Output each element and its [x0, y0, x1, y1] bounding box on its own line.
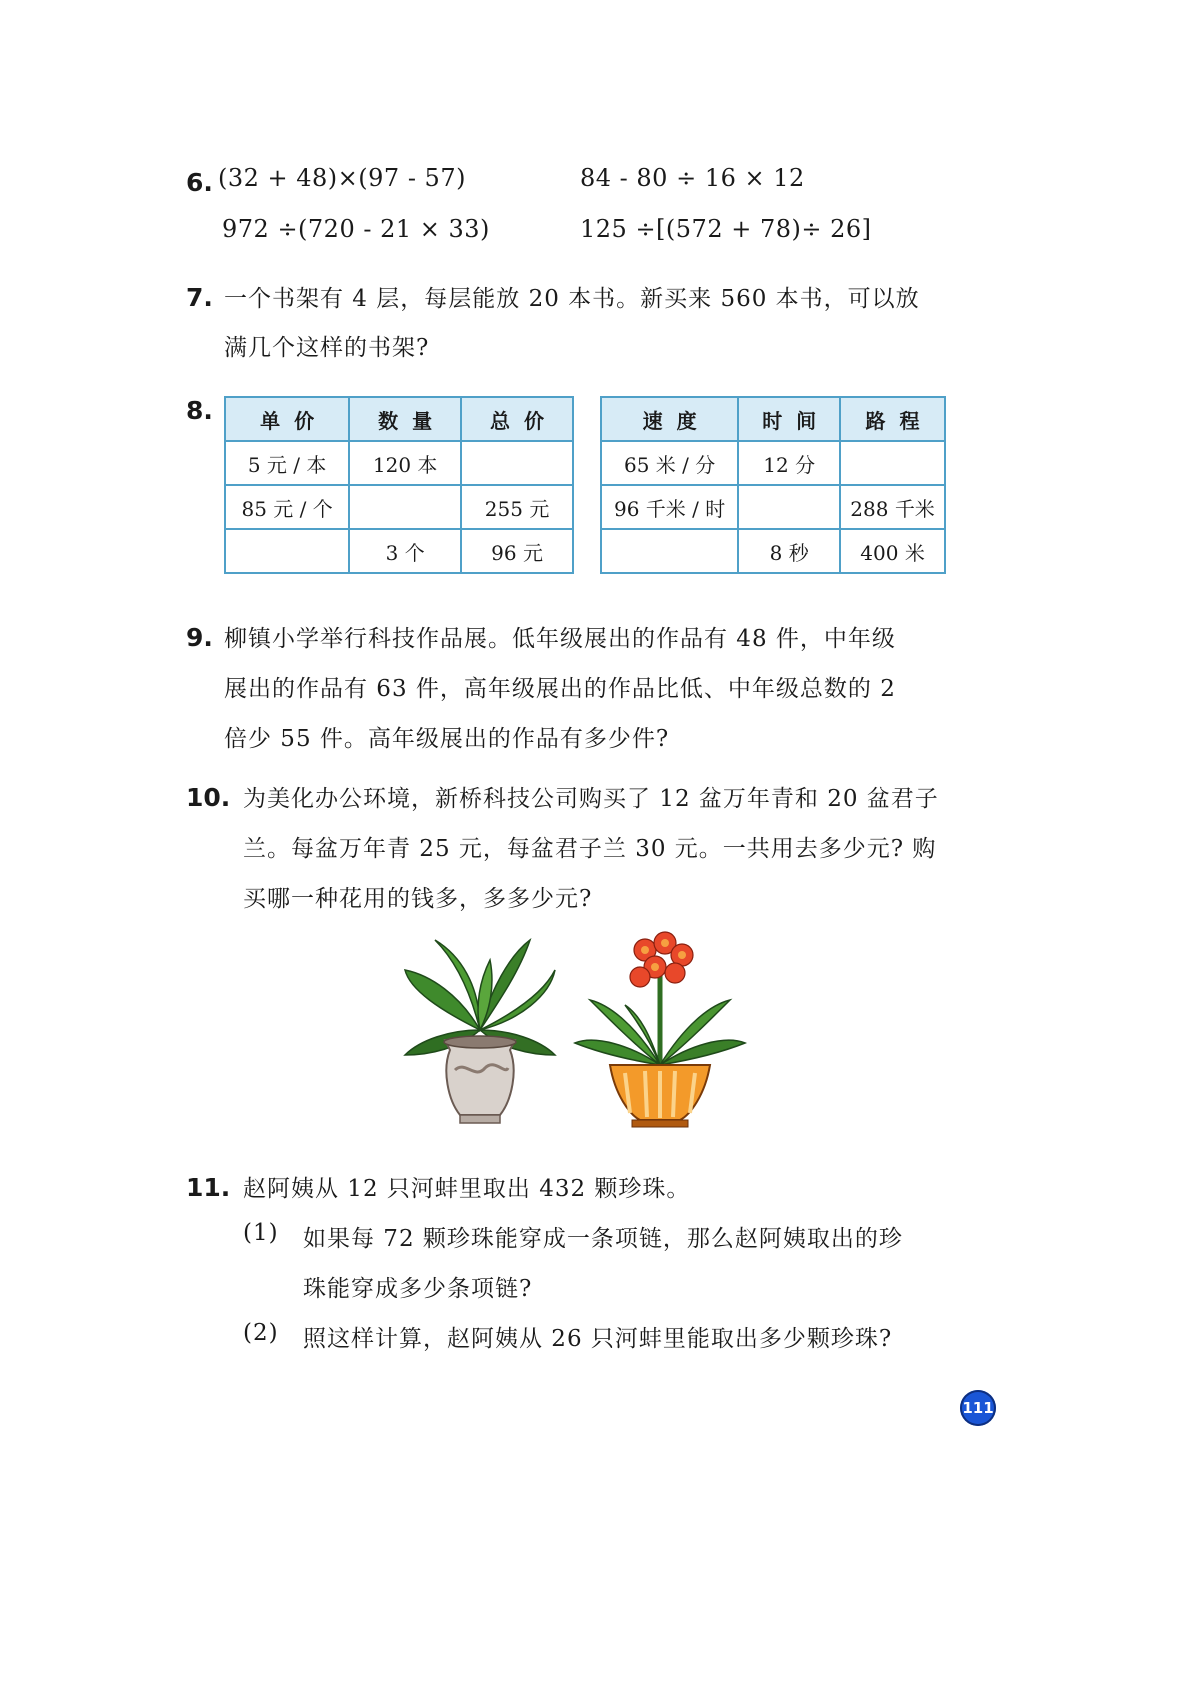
- header-time: 时间: [738, 397, 840, 441]
- expression-3: 972 ÷(720 - 21 × 33): [222, 215, 490, 243]
- table-cell: 400 米: [840, 529, 945, 573]
- page-number-badge: 111: [960, 1390, 996, 1426]
- table-cell: [601, 529, 738, 573]
- q11-sub1-line-1: 如果每 72 颗珍珠能穿成一条项链，那么赵阿姨取出的珍: [303, 1226, 903, 1252]
- header-unit-price: 单价: [225, 397, 349, 441]
- expression-1: (32 + 48)×(97 - 57): [218, 164, 466, 192]
- header-distance: 路程: [840, 397, 945, 441]
- table-cell: 85 元 / 个: [225, 485, 349, 529]
- price-quantity-table: [224, 396, 574, 574]
- evergreen-plant-icon: [400, 930, 560, 1130]
- table-cell: 288 千米: [840, 485, 945, 529]
- q7-line-1: 一个书架有 4 层，每层能放 20 本书。新买来 560 本书，可以放: [224, 286, 920, 312]
- table-cell: 5 元 / 本: [225, 441, 349, 485]
- table-header-row: [225, 397, 573, 441]
- q11-sub1-label: (1): [243, 1220, 279, 1246]
- table-cell: 96 元: [461, 529, 573, 573]
- table-row: [225, 485, 573, 529]
- table-cell: [225, 529, 349, 573]
- q10-line-2: 兰。每盆万年青 25 元，每盆君子兰 30 元。一共用去多少元? 购: [243, 836, 937, 862]
- header-total-price: 总价: [461, 397, 573, 441]
- question-number-8: 8.: [186, 396, 213, 425]
- question-number-11: 11.: [186, 1173, 231, 1202]
- table-cell: 120 本: [349, 441, 461, 485]
- question-number-7: 7.: [186, 283, 213, 312]
- table-cell: [349, 485, 461, 529]
- table-row: [225, 529, 573, 573]
- clivia-flower-icon: [570, 925, 750, 1135]
- question-number-10: 10.: [186, 783, 231, 812]
- q9-line-1: 柳镇小学举行科技作品展。低年级展出的作品有 48 件，中年级: [224, 626, 896, 652]
- table-cell: [738, 485, 840, 529]
- header-quantity: 数量: [349, 397, 461, 441]
- table-cell: 8 秒: [738, 529, 840, 573]
- q11-sub1-line-2: 珠能穿成多少条项链?: [303, 1276, 533, 1302]
- expression-4: 125 ÷[(572 + 78)÷ 26]: [580, 215, 872, 243]
- table-cell: 65 米 / 分: [601, 441, 738, 485]
- q11-sub2-line: 照这样计算，赵阿姨从 26 只河蚌里能取出多少颗珍珠?: [303, 1326, 893, 1352]
- question-number-9: 9.: [186, 623, 213, 652]
- table-header-row: [601, 397, 945, 441]
- table-cell: 96 千米 / 时: [601, 485, 738, 529]
- q11-sub2-label: (2): [243, 1320, 279, 1346]
- header-speed: 速度: [601, 397, 738, 441]
- expression-2: 84 - 80 ÷ 16 × 12: [580, 164, 805, 192]
- table-cell: [461, 441, 573, 485]
- question-number-6: 6.: [186, 168, 213, 197]
- speed-time-distance-table: [600, 396, 946, 574]
- q10-line-1: 为美化办公环境，新桥科技公司购买了 12 盆万年青和 20 盆君子: [243, 786, 939, 812]
- table-row: [601, 529, 945, 573]
- table-cell: 12 分: [738, 441, 840, 485]
- q7-line-2: 满几个这样的书架?: [224, 335, 430, 361]
- q10-line-3: 买哪一种花用的钱多，多多少元?: [243, 886, 593, 912]
- table-row: [601, 485, 945, 529]
- q9-line-2: 展出的作品有 63 件，高年级展出的作品比低、中年级总数的 2: [224, 676, 896, 702]
- table-row: [601, 441, 945, 485]
- table-row: [225, 441, 573, 485]
- table-cell: 3 个: [349, 529, 461, 573]
- table-cell: [840, 441, 945, 485]
- q11-line: 赵阿姨从 12 只河蚌里取出 432 颗珍珠。: [243, 1176, 691, 1202]
- q9-line-3: 倍少 55 件。高年级展出的作品有多少件?: [224, 726, 670, 752]
- table-cell: 255 元: [461, 485, 573, 529]
